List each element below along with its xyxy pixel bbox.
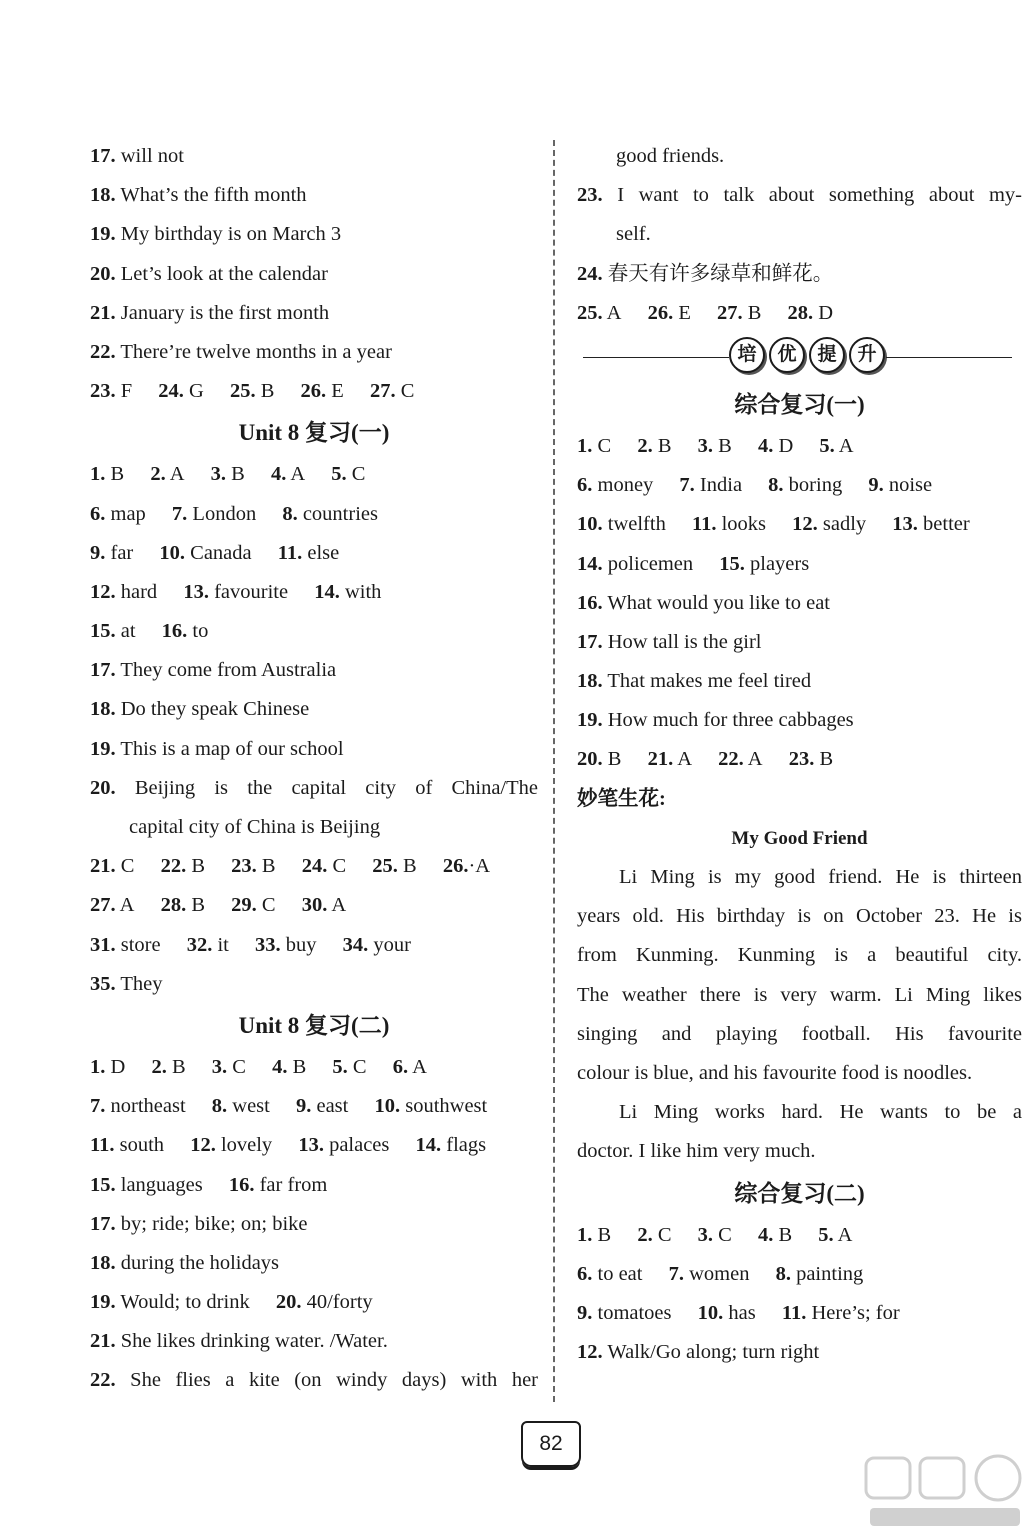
essay-line: singing and playing football. His favourite xyxy=(577,1022,1022,1045)
answer-row: 12. hard 13. favourite 14. with xyxy=(90,580,382,603)
answer-row: 1. B 2. A 3. B 4. A 5. C xyxy=(90,463,366,486)
answer-line: 19. My birthday is on March 3 xyxy=(90,223,342,246)
answer-line: 22. There’re twelve months in a year xyxy=(90,340,392,363)
answer-line: 18. That makes me feel tired xyxy=(577,670,812,693)
answer-line: 17. They come from Australia xyxy=(90,659,337,682)
answer-row: 7. northeast 8. west 9. east 10. southwest xyxy=(90,1095,488,1118)
answer-line: 16. What would you like to eat xyxy=(577,591,830,614)
answer-row: 9. far 10. Canada 11. else xyxy=(90,541,340,564)
section-heading-unit8-review2: Unit 8 复习(二) xyxy=(238,1012,390,1038)
answer-row: 19. Would; to drink 20. 40/forty xyxy=(90,1291,373,1314)
right-column xyxy=(577,137,1022,1372)
answer-line: 12. Walk/Go along; turn right xyxy=(577,1341,820,1364)
essay-title: My Good Friend xyxy=(731,827,868,849)
answer-row: 1. D 2. B 3. C 4. B 5. C 6. A xyxy=(90,1055,427,1078)
answer-row: 6. to eat 7. women 8. painting xyxy=(577,1262,864,1285)
answer-line: 19. How much for three cabbages xyxy=(577,709,854,732)
banner-char: 升 xyxy=(849,337,885,373)
answer-line: 19. This is a map of our school xyxy=(90,737,344,760)
banner-title xyxy=(729,337,889,373)
answer-line: 17. by; ride; bike; on; bike xyxy=(90,1212,308,1235)
answer-row: 1. B 2. C 3. C 4. B 5. A xyxy=(577,1223,853,1246)
answer-row: 14. policemen 15. players xyxy=(577,552,810,575)
essay-line: doctor. I like him very much. xyxy=(577,1140,816,1163)
answer-row: 10. twelfth 11. looks 12. sadly 13. better xyxy=(577,513,970,536)
answer-row: 31. store 32. it 33. buy 34. your xyxy=(90,933,411,956)
answer-line: 22. She flies a kite (on windy days) with her xyxy=(90,1369,539,1392)
answer-row: 27. A 28. B 29. C 30. A xyxy=(90,894,347,917)
section-heading-review2: 综合复习(二) xyxy=(734,1180,865,1206)
banner-rule-left xyxy=(583,357,729,359)
essay-line: Li Ming is my good friend. He is thirteen xyxy=(619,866,1022,888)
answer-line: 21. January is the first month xyxy=(90,301,330,324)
essay-line: Li Ming works hard. He wants to be a xyxy=(619,1101,1022,1124)
answer-line: 24. 春天有许多绿草和鲜花。 xyxy=(577,262,834,285)
answer-row: 6. map 7. London 8. countries xyxy=(90,502,378,525)
answer-row: 11. south 12. lovely 13. palaces 14. flags xyxy=(90,1134,487,1157)
answer-line: 20. Beijing is the capital city of China/The xyxy=(90,776,538,799)
answer-line: 23. I want to talk about something about my- xyxy=(577,184,1022,207)
answer-row: 20. B 21. A 22. A 23. B xyxy=(577,748,834,771)
answer-line: 35. They xyxy=(90,972,163,995)
writing-label: 妙笔生花: xyxy=(577,787,666,810)
answer-row: 9. tomatoes 10. has 11. Here’s; for xyxy=(577,1301,900,1324)
banner-rule-right xyxy=(886,357,1012,359)
answer-row: 6. money 7. India 8. boring 9. noise xyxy=(577,474,933,497)
answer-line-continuation: capital city of China is Beijing xyxy=(129,816,381,838)
answer-line: 18. during the holidays xyxy=(90,1251,280,1274)
answer-row: 15. at 16. to xyxy=(90,620,209,643)
essay-line: from Kunming. Kunming is a beautiful city. xyxy=(577,944,1022,967)
answer-row: 15. languages 16. far from xyxy=(90,1173,328,1196)
section-heading-unit8-review1: Unit 8 复习(一) xyxy=(238,420,390,446)
page-number: 82 xyxy=(521,1421,581,1467)
answer-line: 18. What’s the fifth month xyxy=(90,184,307,207)
answer-row: 23. F 24. G 25. B 26. E 27. C xyxy=(90,380,415,403)
answer-line: 20. Let’s look at the calendar xyxy=(90,262,328,285)
answer-line: 18. Do they speak Chinese xyxy=(90,698,310,721)
essay-line: colour is blue, and his favourite food is noodles. xyxy=(577,1061,973,1084)
column-divider xyxy=(553,140,555,1402)
answer-row: 25. A 26. E 27. B 28. D xyxy=(577,301,834,324)
answer-line: 17. will not xyxy=(90,145,184,167)
answer-row: 21. C 22. B 23. B 24. C 25. B 26.·A xyxy=(90,855,491,878)
answer-line-continuation: self. xyxy=(616,223,651,246)
essay-line: The weather there is very warm. Li Ming likes xyxy=(577,983,1022,1006)
banner-char: 培 xyxy=(729,337,765,373)
section-heading-review1: 综合复习(一) xyxy=(734,391,865,417)
left-column xyxy=(90,137,538,1401)
watermark-logo xyxy=(860,1454,1030,1534)
banner-char: 提 xyxy=(809,337,845,373)
answer-row: 1. C 2. B 3. B 4. D 5. A xyxy=(577,434,854,457)
banner-char: 优 xyxy=(769,337,805,373)
essay-line: years old. His birthday is on October 23. He is xyxy=(577,905,1022,928)
section-banner xyxy=(577,333,1022,383)
answer-line: 21. She likes drinking water. /Water. xyxy=(90,1330,388,1353)
answer-line-continuation: good friends. xyxy=(616,145,725,167)
answer-line: 17. How tall is the girl xyxy=(577,630,762,653)
